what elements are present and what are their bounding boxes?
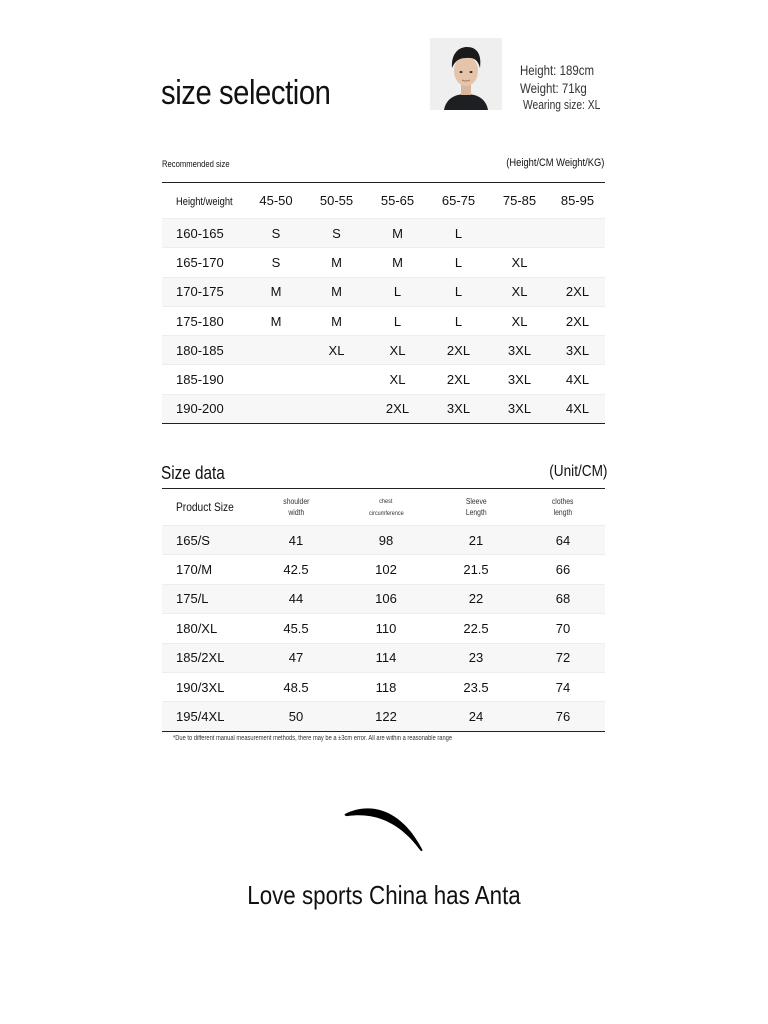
sleeve-length-header: Sleeve Length (431, 489, 521, 526)
table-row (162, 394, 605, 423)
product-size-cell: 195/4XL (162, 702, 251, 731)
table-header-row (162, 489, 605, 526)
size-cell (246, 336, 306, 365)
product-size-cell: 185/2XL (162, 643, 251, 672)
size-data-title: Size data (161, 463, 225, 483)
shoulder-cell: 48.5 (251, 672, 341, 701)
clothes-length-header: clothes length (521, 489, 605, 526)
sleeve-cell: 21.5 (431, 555, 521, 584)
size-cell (550, 248, 605, 277)
size-cell: M (367, 248, 428, 277)
product-size-cell: 190/3XL (162, 672, 251, 701)
sleeve-cell: 21 (431, 526, 521, 555)
model-wearing-size: Wearing size: XL (523, 98, 601, 112)
product-size-cell: 165/S (162, 526, 251, 555)
height-cell: 165-170 (162, 248, 246, 277)
size-data-unit: (Unit/CM) (548, 463, 607, 480)
size-cell: 2XL (550, 277, 605, 306)
chest-cell: 110 (341, 614, 431, 643)
table-row (162, 702, 605, 731)
size-cell (306, 365, 367, 394)
table-row (162, 584, 605, 613)
size-cell: XL (367, 365, 428, 394)
height-cell: 180-185 (162, 336, 246, 365)
product-size-header: Product Size (162, 489, 251, 526)
model-weight: Weight: 71kg (520, 80, 587, 96)
table-row (162, 555, 605, 584)
size-cell: M (367, 219, 428, 248)
size-cell (306, 394, 367, 423)
weight-header: 85-95 (550, 183, 605, 219)
size-cell: L (428, 248, 489, 277)
size-cell: M (306, 306, 367, 335)
recommended-unit-label: (Height/CM Weight/KG) (505, 157, 604, 169)
size-cell: L (367, 306, 428, 335)
size-cell: 4XL (550, 394, 605, 423)
table-row (162, 277, 605, 306)
size-cell: S (306, 219, 367, 248)
weight-header: 55-65 (367, 183, 428, 219)
size-cell: XL (306, 336, 367, 365)
size-cell: M (246, 306, 306, 335)
size-cell (246, 365, 306, 394)
shoulder-cell: 41 (251, 526, 341, 555)
model-height: Height: 189cm (520, 62, 595, 78)
weight-header: 50-55 (306, 183, 367, 219)
anta-logo-icon (344, 803, 426, 853)
length-cell: 68 (521, 584, 605, 613)
size-cell: 4XL (550, 365, 605, 394)
shoulder-cell: 42.5 (251, 555, 341, 584)
size-cell: XL (489, 277, 550, 306)
size-cell: 3XL (428, 394, 489, 423)
recommended-size-label: Recommended size (162, 159, 230, 169)
sleeve-cell: 22.5 (431, 614, 521, 643)
measurement-note: *Due to different manual measurement methods, there may be a ±3cm error. All are within a reasonable range (173, 735, 453, 742)
size-cell: 2XL (428, 365, 489, 394)
length-cell: 70 (521, 614, 605, 643)
size-cell: 2XL (428, 336, 489, 365)
length-cell: 74 (521, 672, 605, 701)
length-cell: 72 (521, 643, 605, 672)
length-cell: 76 (521, 702, 605, 731)
product-size-cell: 175/L (162, 584, 251, 613)
size-cell: L (367, 277, 428, 306)
size-cell: 3XL (489, 394, 550, 423)
size-cell: M (306, 248, 367, 277)
size-cell: 2XL (367, 394, 428, 423)
weight-header: 65-75 (428, 183, 489, 219)
table-header-row (162, 183, 605, 219)
size-cell (489, 219, 550, 248)
size-cell: 3XL (550, 336, 605, 365)
model-photo (430, 38, 502, 110)
height-cell: 170-175 (162, 277, 246, 306)
table-row (162, 336, 605, 365)
height-cell: 175-180 (162, 306, 246, 335)
shoulder-cell: 44 (251, 584, 341, 613)
page-title: size selection (161, 74, 331, 112)
size-cell: M (246, 277, 306, 306)
table-row (162, 306, 605, 335)
model-portrait-icon (430, 38, 502, 110)
table-row (162, 672, 605, 701)
weight-header: 75-85 (489, 183, 550, 219)
chest-cell: 122 (341, 702, 431, 731)
shoulder-cell: 47 (251, 643, 341, 672)
chest-cell: 114 (341, 643, 431, 672)
size-cell: XL (489, 248, 550, 277)
size-cell: S (246, 248, 306, 277)
size-data-table (162, 488, 605, 732)
table-row (162, 219, 605, 248)
size-cell: 3XL (489, 336, 550, 365)
size-cell: XL (489, 306, 550, 335)
chest-cell: 98 (341, 526, 431, 555)
height-cell: 185-190 (162, 365, 246, 394)
sleeve-cell: 23.5 (431, 672, 521, 701)
size-cell: S (246, 219, 306, 248)
length-cell: 64 (521, 526, 605, 555)
size-cell: L (428, 306, 489, 335)
size-cell: 3XL (489, 365, 550, 394)
shoulder-width-header: shoulder width (251, 489, 341, 526)
size-cell: XL (367, 336, 428, 365)
brand-slogan: Love sports China has Anta (247, 880, 521, 910)
chest-circumference-header: chest circumference (341, 489, 431, 526)
height-cell: 190-200 (162, 394, 246, 423)
chest-cell: 102 (341, 555, 431, 584)
sleeve-cell: 24 (431, 702, 521, 731)
size-cell: L (428, 219, 489, 248)
sleeve-cell: 23 (431, 643, 521, 672)
shoulder-cell: 50 (251, 702, 341, 731)
size-cell (550, 219, 605, 248)
shoulder-cell: 45.5 (251, 614, 341, 643)
height-cell: 160-165 (162, 219, 246, 248)
length-cell: 66 (521, 555, 605, 584)
weight-header: 45-50 (246, 183, 306, 219)
size-cell: L (428, 277, 489, 306)
table-row (162, 248, 605, 277)
size-cell (246, 394, 306, 423)
corner-header: Height/weight (162, 183, 246, 219)
product-size-cell: 180/XL (162, 614, 251, 643)
size-cell: 2XL (550, 306, 605, 335)
table-row (162, 643, 605, 672)
table-row (162, 365, 605, 394)
recommended-size-table (162, 182, 605, 424)
size-cell: M (306, 277, 367, 306)
chest-cell: 106 (341, 584, 431, 613)
product-size-cell: 170/M (162, 555, 251, 584)
chest-cell: 118 (341, 672, 431, 701)
table-row (162, 526, 605, 555)
sleeve-cell: 22 (431, 584, 521, 613)
table-row (162, 614, 605, 643)
